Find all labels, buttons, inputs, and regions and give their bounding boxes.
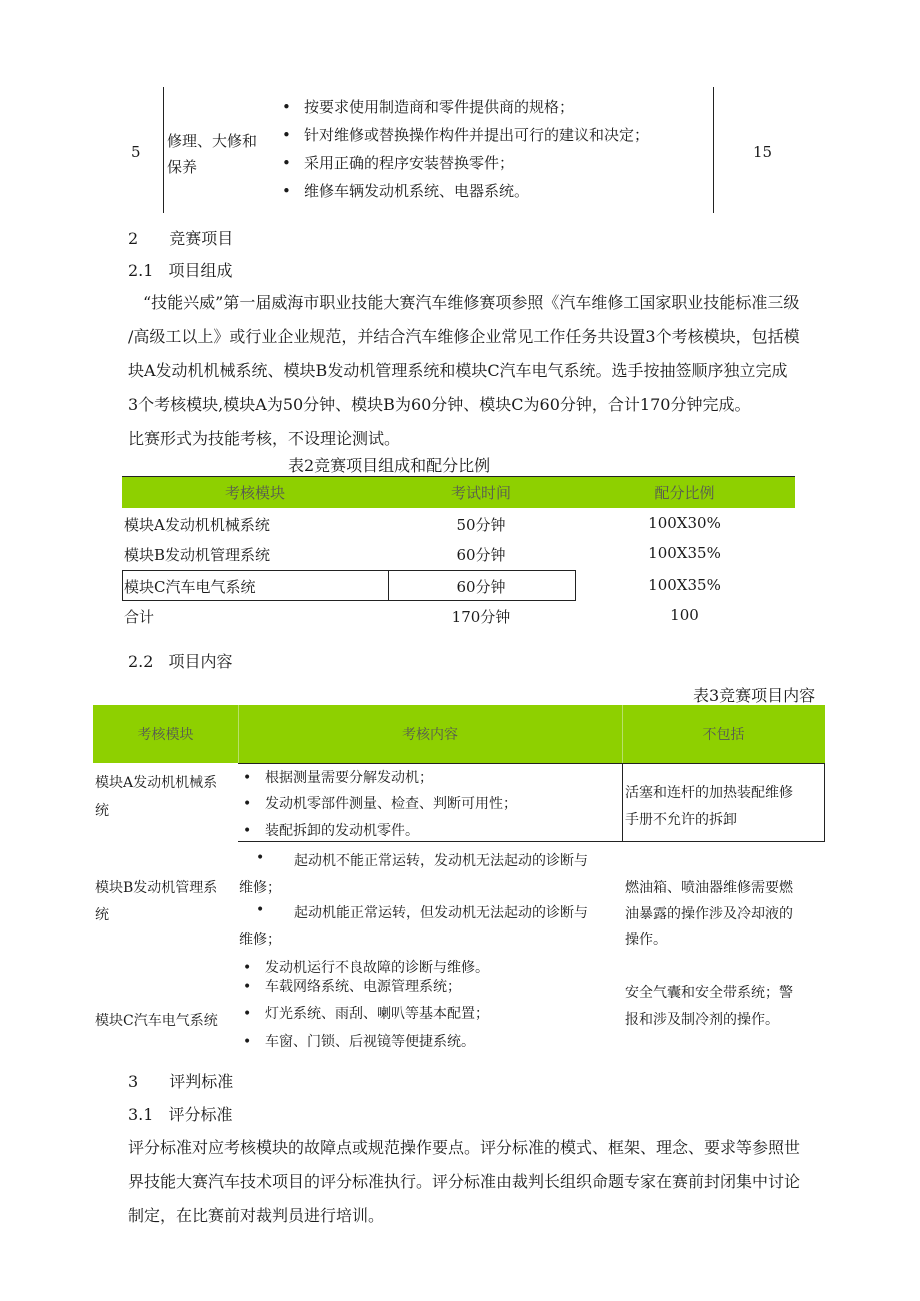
category-line2: 保养 [167,158,198,176]
module-a-exclude-cont: 手册不允许的拆卸 [625,812,737,828]
paragraph-line: 3个考核模块,模块A为50分钟、模块B为60分钟、模块C为60分钟，合计170分钟完成。 [128,395,751,414]
section-number: 2.2 [128,652,154,671]
list-item: • 车载网络系统、电源管理系统； [243,976,461,996]
row-rule [238,841,623,842]
section-3-heading [128,1069,233,1092]
table-3-caption: 表3竞赛项目内容 [693,686,816,705]
module-b-name-cont: 统 [95,907,109,923]
table-cell: 100X35% [648,544,721,562]
exclude-cell-box [622,763,825,842]
table-cell: 模块B发动机管理系统 [124,546,271,564]
table-2-caption: 表2竞赛项目组成和配分比例 [288,456,491,475]
module-a-name-cont: 统 [95,803,109,819]
paragraph-line: /高级工以上》或行业企业规范，并结合汽车维修企业常见工作任务共设置3个考核模块，包括模 [128,327,800,346]
table-cell: 合计 [124,608,155,626]
bullet-icon: • [256,902,265,918]
list-item: 起动机不能正常运转，发动机无法起动的诊断与 [294,853,588,869]
paragraph-line: 界技能大赛汽车技术项目的评分标准执行。评分标准由裁判长组织命题专家在赛前封闭集中讨论 [128,1172,801,1191]
list-item: 起动机能正常运转，但发动机无法起动的诊断与 [294,905,588,921]
category-line1: 修理、大修和 [167,132,258,150]
section-number: 3.1 [128,1105,154,1124]
row-rule [238,763,623,764]
section-title: 评分标准 [168,1105,233,1124]
bullet-icon: • [256,850,265,866]
list-item: • 车窗、门锁、后视镜等便捷系统。 [243,1031,475,1051]
list-item: • 灯光系统、雨刮、喇叭等基本配置； [243,1003,489,1023]
paragraph-line: 比赛形式为技能考核，不设理论测试。 [128,429,401,448]
section-title: 竞赛项目 [169,229,234,248]
column-header: 配分比例 [654,484,715,502]
table-cell: 50分钟 [456,516,506,534]
module-b-exclude: 燃油箱、喷油器维修需要燃 [625,880,793,896]
row-number: 5 [131,143,141,161]
section-number: 3 [128,1072,139,1091]
paragraph-line: “技能兴威”第一届威海市职业技能大赛汽车维修赛项参照《汽车维修工国家职业技能标准三级 [143,293,800,312]
table-cell: 模块A发动机机械系统 [124,516,270,534]
top-table-left-border [163,87,164,213]
list-item: • 发动机运行不良故障的诊断与维修。 [243,957,489,977]
section-3-1-heading [128,1102,233,1125]
list-item: • 根据测量需要分解发动机； [243,767,433,787]
table-cell: 100X35% [648,576,721,594]
module-b-exclude-cont: 油暴露的操作涉及冷却液的 [625,906,793,922]
list-item-cont: 维修； [239,932,281,948]
column-header: 考核模块 [137,727,194,743]
section-number: 2.1 [128,261,154,280]
table-cell: 100X30% [648,514,721,532]
table-cell: 模块C汽车电气系统 [124,578,256,596]
list-item: • 按要求使用制造商和零件提供商的规格； [282,96,574,117]
module-c-name: 模块C汽车电气系统 [95,1013,218,1029]
table-cell: 100 [670,606,699,624]
column-header: 考核内容 [402,727,458,743]
table-cell: 60分钟 [456,578,506,596]
list-item: • 发动机零部件测量、检查、判断可用性； [243,793,517,813]
column-header: 不包括 [702,727,745,743]
score: 15 [753,143,773,161]
paragraph-line: 块A发动机机械系统、模块B发动机管理系统和模块C汽车电气系统。选手按抽签顺序独立完成 [128,361,788,380]
section-title: 项目组成 [168,261,233,280]
module-b-name: 模块B发动机管理系 [95,880,218,896]
section-title: 项目内容 [168,652,233,671]
top-table-right-border [713,87,714,213]
section-2-heading [128,226,233,249]
table-cell: 170分钟 [451,608,511,626]
list-item: • 装配拆卸的发动机零件。 [243,820,419,840]
column-header: 考核模块 [224,484,285,502]
column-header: 考试时间 [450,484,511,502]
list-item-cont: 维修； [239,880,281,896]
list-item: • 维修车辆发动机系统、电器系统。 [282,180,529,201]
section-2-1-heading [128,258,233,281]
list-item: • 针对维修或替换操作构件并提出可行的建议和决定； [282,124,649,145]
module-a-name: 模块A发动机机械系 [95,775,218,791]
section-number: 2 [128,229,139,248]
module-c-exclude-cont: 报和涉及制冷剂的操作。 [625,1012,779,1028]
module-b-exclude-cont: 操作。 [625,932,667,948]
paragraph-line: 制定，在比赛前对裁判员进行培训。 [128,1206,385,1225]
module-a-exclude: 活塞和连杆的加热装配维修 [625,785,793,801]
list-item: • 采用正确的程序安装替换零件； [282,152,514,173]
section-2-2-heading [128,649,233,672]
section-title: 评判标准 [169,1072,234,1091]
table-cell: 60分钟 [456,546,506,564]
paragraph-line: 评分标准对应考核模块的故障点或规范操作要点。评分标准的模式、框架、理念、要求等参照世 [128,1138,801,1157]
module-c-exclude: 安全气囊和安全带系统；警 [625,985,793,1001]
